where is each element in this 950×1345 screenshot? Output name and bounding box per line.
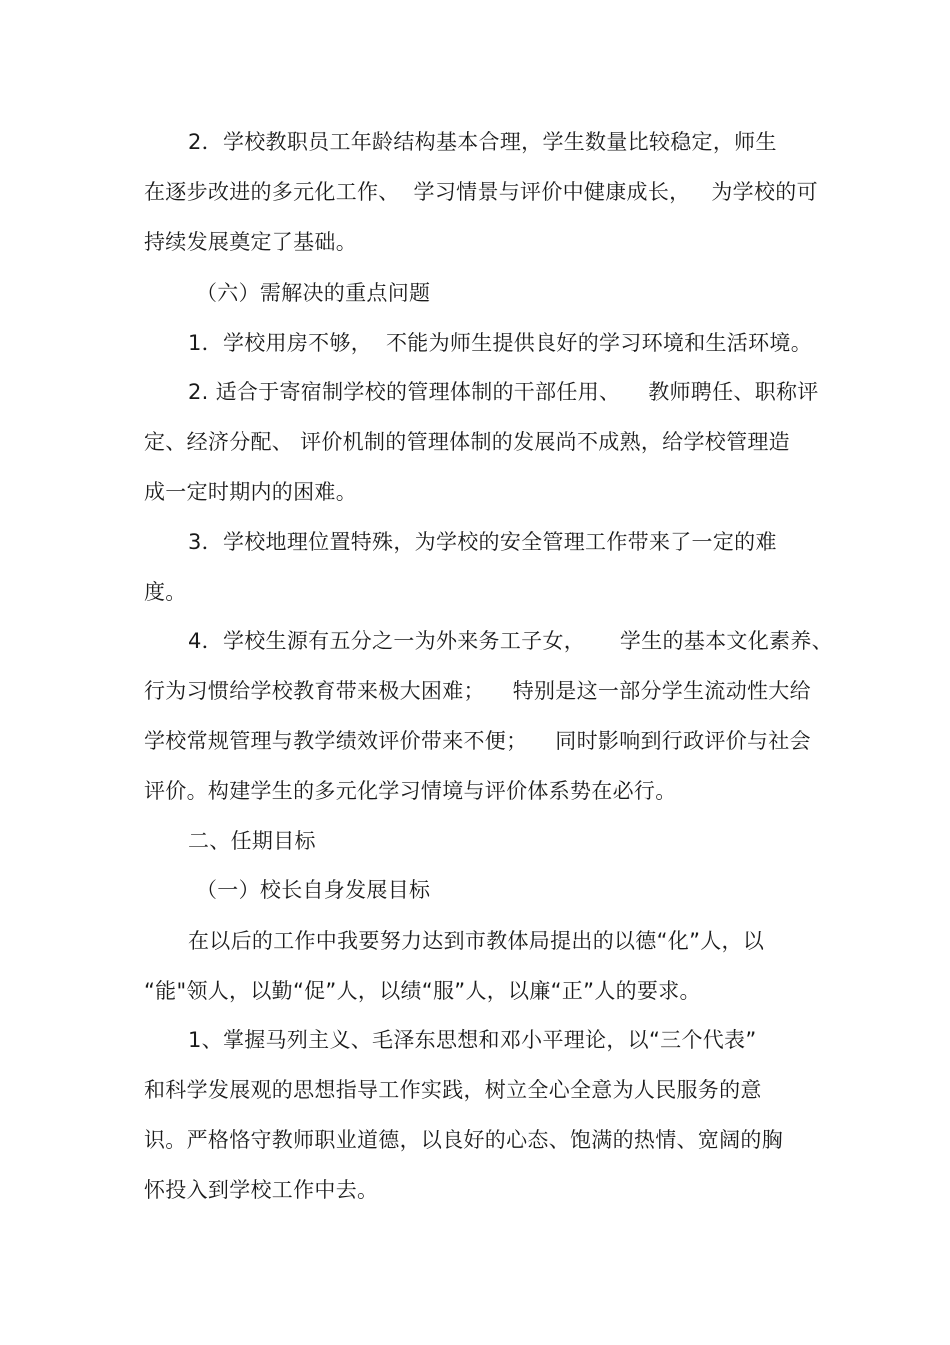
issue-3-line-1: 3．学校地理位置特殊，为学校的安全管理工作带来了一定的难: [188, 530, 777, 554]
issue-4-line-3: 学校常规管理与教学绩效评价带来不便； 同时影响到行政评价与社会: [144, 729, 811, 753]
issue-2-line-3: 成一定时期内的困难。: [144, 480, 357, 504]
section-heading-2: 二、任期目标: [188, 829, 316, 853]
issue-4-line-4: 评价。构建学生的多元化学习情境与评价体系势在必行。: [144, 779, 677, 803]
issue-2-line-1: 2. 适合于寄宿制学校的管理体制的干部任用、 教师聘任、职称评: [188, 380, 819, 404]
goal-1-line-4: 怀投入到学校工作中去。: [144, 1178, 379, 1202]
section-heading-6: （六）需解决的重点问题: [196, 281, 431, 305]
issue-4-line-1: 4．学校生源有五分之一为外来务工子女， 学生的基本文化素养、: [188, 629, 833, 653]
goal-1-line-2: 和科学发展观的思想指导工作实践，树立全心全意为人民服务的意: [144, 1078, 762, 1102]
issue-1-line-1: 1．学校用房不够， 不能为师生提供良好的学习环境和生活环境。: [188, 331, 813, 355]
paragraph-1-line-1: 2．学校教职员工年龄结构基本合理，学生数量比较稳定，师生: [188, 130, 777, 154]
subsection-heading-1: （一）校长自身发展目标: [196, 878, 431, 902]
issue-3-line-2: 度。: [144, 580, 187, 604]
goal-intro-line-1: 在以后的工作中我要努力达到市教体局提出的以德“化”人，以: [188, 929, 765, 953]
goal-1-line-1: 1、掌握马列主义、毛泽东思想和邓小平理论，以“三个代表”: [188, 1028, 757, 1052]
issue-2-line-2: 定、经济分配、 评价机制的管理体制的发展尚不成熟，给学校管理造: [144, 430, 790, 454]
goal-1-line-3: 识。严格恪守教师职业道德，以良好的心态、饱满的热情、宽阔的胸: [144, 1128, 783, 1152]
goal-intro-line-2: “能"领人，以勤“促”人，以绩“服”人，以廉“正”人的要求。: [144, 979, 701, 1003]
paragraph-1-line-3: 持续发展奠定了基础。: [144, 230, 357, 254]
paragraph-1-line-2: 在逐步改进的多元化工作、 学习情景与评价中健康成长， 为学校的可: [144, 180, 818, 204]
issue-4-line-2: 行为习惯给学校教育带来极大困难； 特别是这一部分学生流动性大给: [144, 679, 811, 703]
